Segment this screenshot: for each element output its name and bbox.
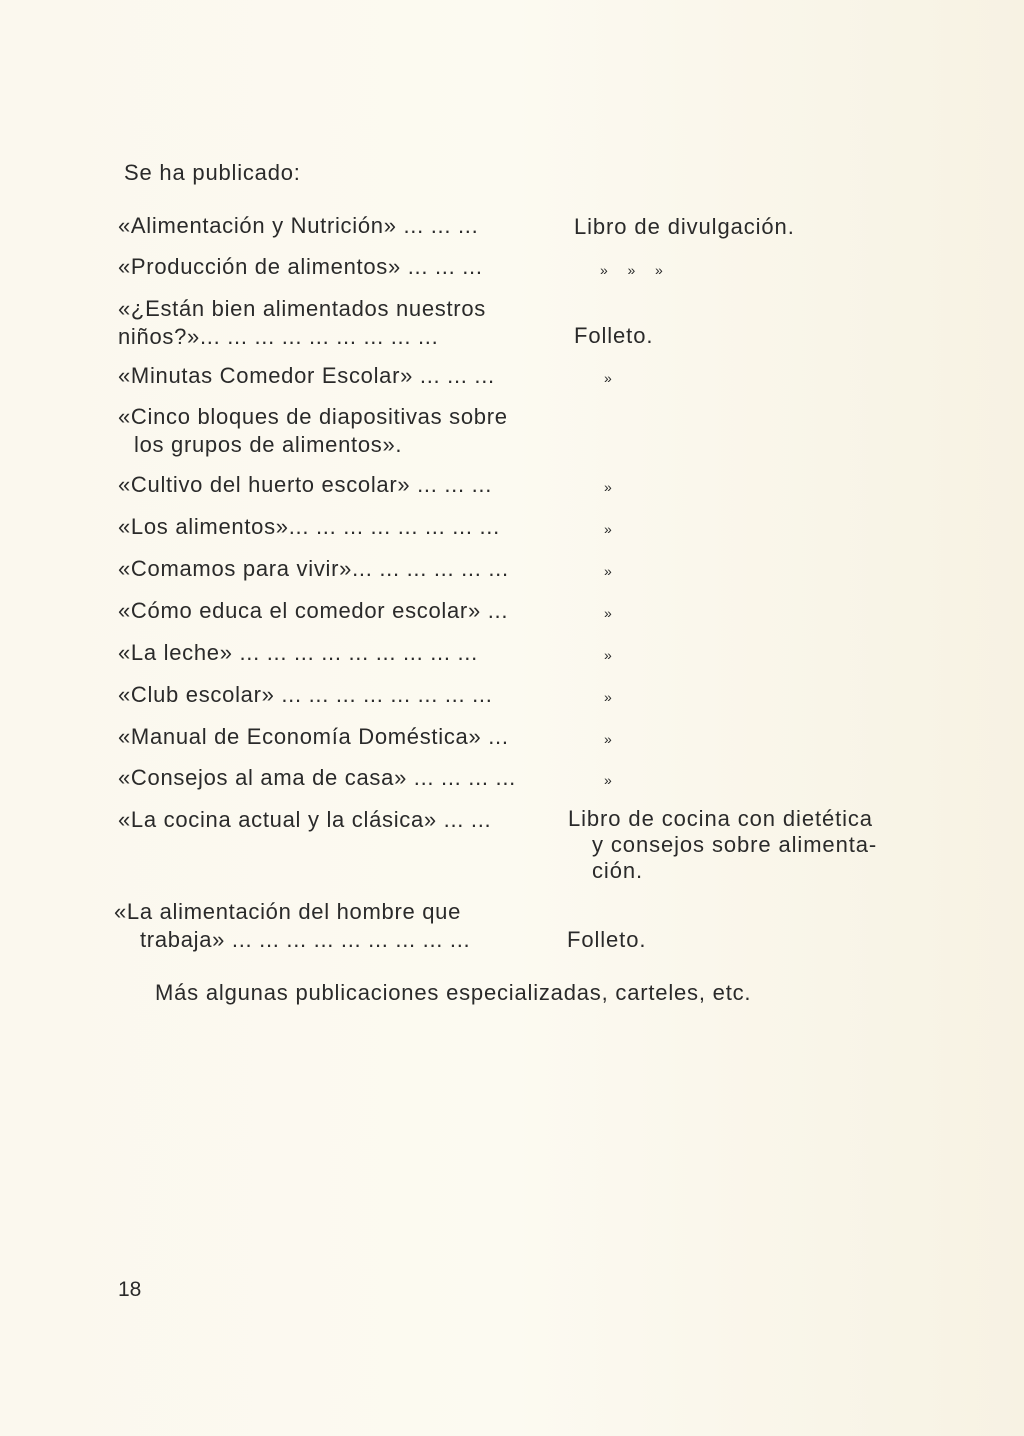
entry-title: «Alimentación y Nutrición» ... ... ...: [118, 213, 479, 238]
entry-title: «La leche» ... ... ... ... ... ... ... ... ...: [118, 640, 478, 665]
entry-description: Folleto.: [567, 927, 647, 952]
entry-title-line: trabaja» ... ... ... ... ... ... ... ... ...: [140, 927, 471, 952]
entry-title: «Manual de Economía Doméstica» ...: [118, 724, 509, 749]
entry-title-line: «Cinco bloques de diapositivas sobre: [118, 404, 508, 429]
entry-title: «Comamos para vivir»... ... ... ... ... ...: [118, 556, 509, 581]
entry-description-line: y consejos sobre alimenta-: [592, 832, 878, 857]
entry-title: «Los alimentos»... ... ... ... ... ... ... ...: [118, 514, 500, 539]
entry-description-ditto: »: [604, 563, 612, 579]
entry-description-ditto: »: [604, 731, 612, 747]
entry-title: «Producción de alimentos» ... ... ...: [118, 254, 483, 279]
entry-description-line: ción.: [592, 858, 643, 883]
entry-description-ditto: »: [604, 370, 612, 386]
entry-title: [114, 898, 544, 954]
section-heading: Se ha publicado:: [124, 160, 301, 185]
entry-description-ditto: »: [604, 647, 612, 663]
entry-description-line: Libro de cocina con dietética: [568, 806, 873, 831]
entry-description: Folleto.: [574, 323, 654, 348]
entry-title: «Cultivo del huerto escolar» ... ... ...: [118, 472, 493, 497]
entry-description: [568, 806, 877, 884]
entry-title: «Minutas Comedor Escolar» ... ... ...: [118, 363, 495, 388]
entry-title: [118, 403, 548, 459]
entry-description-ditto: »: [604, 605, 612, 621]
entry-title-line: niños?»... ... ... ... ... ... ... ... ...: [118, 324, 439, 349]
entry-description-ditto: » » »: [600, 262, 664, 278]
entry-title-line: los grupos de alimentos».: [134, 432, 403, 457]
footer-note: Más algunas publicaciones especializadas, carteles, etc.: [155, 980, 752, 1005]
entry-description-ditto: »: [604, 521, 612, 537]
entry-description-ditto: »: [604, 479, 612, 495]
entry-title: «Club escolar» ... ... ... ... ... ... ... ...: [118, 682, 493, 707]
entry-title-line: «¿Están bien alimentados nuestros: [118, 296, 486, 321]
entry-description-ditto: »: [604, 772, 612, 788]
entry-description: Libro de divulgación.: [574, 214, 795, 239]
entry-title: «La cocina actual y la clásica» ... ...: [118, 807, 492, 832]
entry-description-ditto: »: [604, 689, 612, 705]
entry-title: [118, 295, 548, 351]
entry-title: «Cómo educa el comedor escolar» ...: [118, 598, 509, 623]
entry-title-line: «La alimentación del hombre que: [114, 899, 462, 924]
page-number: 18: [118, 1278, 142, 1301]
entry-title: «Consejos al ama de casa» ... ... ... ...: [118, 765, 516, 790]
